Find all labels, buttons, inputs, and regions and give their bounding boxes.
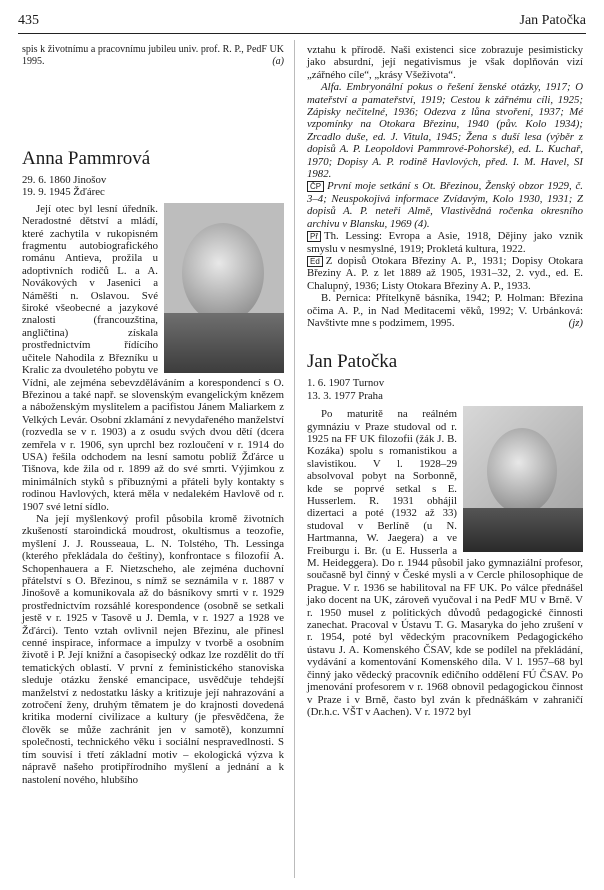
- biography-paragraph: vztahu k přírodě. Naši existenci sice zobrazuje pesimisticky jako absurdní, její negativismus je však doplňován vizí „zářného cíle“, „krásy Všeživota“.: [307, 44, 583, 81]
- page-number: 435: [18, 13, 39, 28]
- header-rule: [18, 33, 586, 34]
- page-header: [18, 12, 586, 32]
- continued-text-body: spis k životnímu a pracovnímu jubileu univ. prof. R. P., PedF UK 1995.: [22, 44, 284, 67]
- right-column: [307, 44, 583, 718]
- bibliography-works: Alfa. Embryonální pokus o řešení ženské otázky, 1917; O mateřství a pamateřství, 1919; Cestou k zářnému cíli, 1925; Zápisky nečitelné, 1936; Odezva z lůna stvoření, 1937; Mé vzpomínky na Otokara Březinu, 1940 (pův. Kolo 1934); Zrcadlo duše, ed. J. Vitula, 1945; Žena s duší lesa (výběr z dopisů A. P. Leopoldovi Pammrové-Pohorské), ed. L. Kuchař, 1970; Dopisy A. P. rodině Havlových, před. I. M. Havel, SI 1982.: [307, 81, 583, 181]
- portrait-photo-icon: [164, 203, 284, 373]
- birth-date: 1. 6. 1907 Turnov: [307, 377, 385, 390]
- death-date: 19. 9. 1945 Žďárec: [22, 186, 105, 199]
- author-signature: (jz): [568, 316, 583, 329]
- entry-name: Jan Patočka: [307, 351, 398, 373]
- running-title: Jan Patočka: [519, 13, 586, 28]
- left-column: [22, 44, 284, 786]
- death-date: 13. 3. 1977 Praha: [307, 389, 383, 402]
- author-signature: (a): [272, 56, 284, 67]
- biography-paragraph: Její otec byl lesní úředník. Neradostné dětství a mládí, které zachytila v rukopisném fragmentu autobiografického románu Antieva, prožila u adoptivních rodičů L. a A. Novákových v Jasenici a Náměšti n. Oslavou. Své široké všeobecné a jazykové znalosti (francouzština, angličtina) získala prostřednictvím řídícího učitele Nahodila z Březníku u Kralic za dvouletého pobytu ve Vídni, ale zejména sebevzděláváním a korespondencí s O. Březinou a také např. se slovenským evangelickým knězem a náboženským myslitelem a pacifistou Jánem Maliarkem z Velkých Levár. Osobní zklamání z nevydařeného manželství (rozvedla se v r. 1903) a z osudu svých dvou dětí (dcera zemřela v r. 1906, syn uprchl bez rozloučení v r. 1914 do USA) řešila odchodem na lesní samotu poblíž Žďárce u Tišnova, kde žila od r. 1899 až do své smrti. Výjimkou z minimálních styků s příbuznými a přáteli byly kontakty s rodinou Havlových, která měla v nedalekém Havlově od r. 1907 své letní sídlo.: [22, 202, 284, 513]
- column-divider: [294, 40, 295, 878]
- biography-paragraph: Po maturitě na reálném gymnáziu v Praze studoval od r. 1925 na FF UK filozofii (žák J. B. Kozáka) spolu s romanistikou a slavistikou. V l. 1928–29 absolvoval pobyt na Sorbonně, kde se poprvé setkal s E. Husserlem. R. 1931 obhájil dizertaci a poté (1932 až 33) studoval v Berlíně (u N. Hartmanna, W. Jaegera) a ve Freiburgu i. Br. (u E. Husserla a M. Heideggera). Do r. 1944 působil jako gymnaziální profesor, současně byl činný v České mysli a v Cercle philosophique de Prague. V r. 1936 se habilitoval na FF UK. Po válce přednášel jako docent na UK, zároveň vyučoval i na PedF MU v Brně. V r. 1950 musel z politických důvodů pedagogické činnosti zanechat. Pracoval v Ústavu T. G. Masaryka do jeho zrušení v r. 1954, poté byl vědeckým pracovníkem Pedagogického ústavu J. A. Komenského ČSAV, kde se podílel na překládání, vydávání a komentování Komenského díla. V l. 1957–68 byl činný jako vědecký pracovník edičního oddělení FÚ ČSAV. Po jmenování profesorem v r. 1968 obnovil pedagogickou činnost v Praze i v Brně, často byl zván k přednáškám v zahraničí (Dr.h.c. VŠT v Aachen). V r. 1972 byl: [307, 408, 583, 718]
- bibliography-literature-text: B. Pernica: Přítelkyně básníka, 1942; P. Holman: Březina očima A. P., in Nad Meditacemi věků, 1992; V. Urbánková: Navštivte mne s podzimem, 1995.: [307, 292, 583, 329]
- bibliography-editions: [307, 255, 583, 292]
- section-marker: ČP: [307, 181, 324, 192]
- bibliography-articles: [307, 180, 583, 230]
- bibliography-literature: [307, 292, 583, 329]
- biography-paragraph: Na její myšlenkový profil působila kromě životních zkušeností staroindická moudrost, okultismus a teozofie, myšlení J. J. Rousseaua, L. N. Tolstého, Th. Lessinga (kterého překládala do češtiny), konfrontace s filozofií A. Schopenhauera a F. Nietzscheho, ale zejména duchovní přátelství s O. Březinou, s nímž se seznámila v r. 1887 v Jinošově a komunikovala až do básníkovy smrti v r. 1929 prostřednictvím rozsáhlé korespondence (osobně se setkali jestě v r. 1925 v Tasově u J. Demla, v r. 1927 a 1928 ve Žďárci). Tento vztah ovlivnil nejen Březinu, ale přinesl cenné inspirace, informace a impulzy v tvorbě a osobním životě i P. Její knižní a časopisecký odkaz lze rozdělit do tří tematických oblastí. V první z feministického stanoviska sleduje otázku ženské emancipace, usvědčuje tehdejší manželství z nedostatku lásky a kritizuje její nahrazování a zotročení ženy, druhým těmatem je do krajnosti dovedená kritika moderní civilizace a kultury (je přesvědčena, že člověk se může zachránit jen v samotě), konzumní společnosti, technického věku i sociální nespravedlnosti. S tím souvisí i třetí základní motiv – ekologická výzva k nápravě našeho protipřírodního myšlení a jednání a k nastolení nového, hlubšího: [22, 512, 284, 786]
- bibliography-translations-text: Th. Lessing: Evropa a Asie, 1918, Dějiny jako vznik smyslu v nesmyslné, 1919; Prokletá kultura, 1922.: [307, 230, 583, 255]
- section-marker: Ed: [307, 256, 323, 267]
- birth-date: 29. 6. 1860 Jinošov: [22, 174, 107, 186]
- bibliography-editions-text: Z dopisů Otokara Březiny A. P., 1931; Dopisy Otokara Březiny A. P. z let 1889 až 1905, 1931–32, 2. vyd., ed. E. Chalupný, 1936; Listy Otokara Březiny A. P., 1933.: [307, 254, 583, 292]
- continued-text: [22, 44, 284, 68]
- section-marker: Př: [307, 231, 321, 242]
- bibliography-translations: [307, 230, 583, 255]
- portrait-photo-icon: [463, 406, 583, 552]
- entry-name: Anna Pammrová: [22, 148, 151, 169]
- bibliography-articles-text: První moje setkání s Ot. Březinou, Ženský obzor 1929, č. 3–4; Neuspokojivá informace Zvídavým, Kolo 1930, 1931; Z dopisů A. P. neteři Almě, Vlastivědná ročenka okresního archivu v Blansku, 1969 (4).: [307, 180, 583, 230]
